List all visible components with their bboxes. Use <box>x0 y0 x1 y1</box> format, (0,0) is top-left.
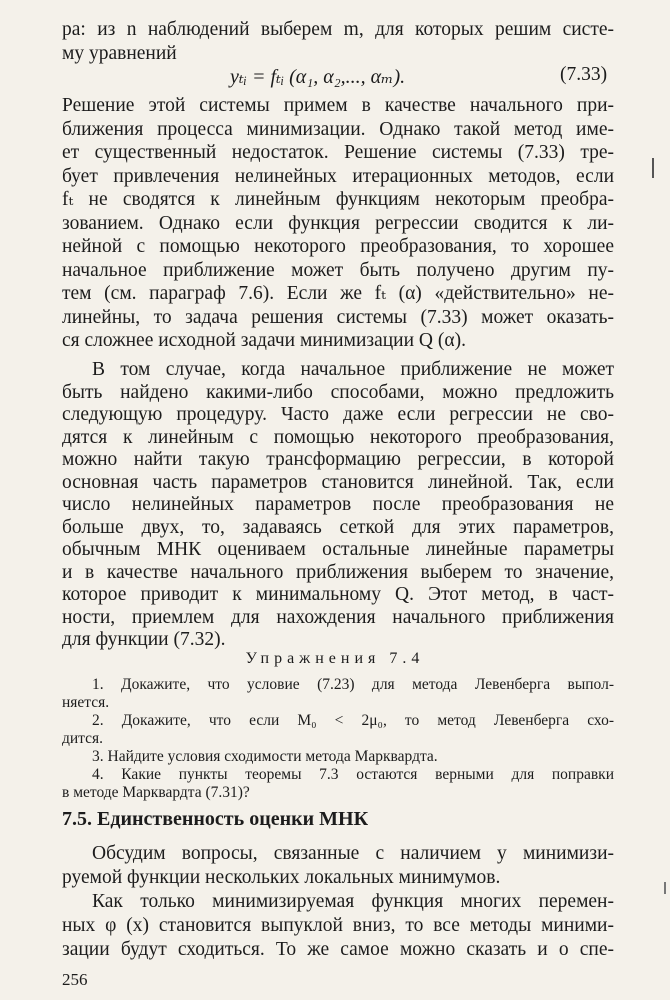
exercise-line: дится. <box>62 730 104 747</box>
text-line: руемой функции нескольких локальных минимумов. <box>62 867 501 888</box>
equation-number: (7.33) <box>560 64 608 85</box>
text-line: число нелинейных параметров после преобразования не <box>62 494 614 515</box>
text-line: которое приводит к минимальному Q. Этот метод, в част- <box>62 584 614 605</box>
text-line: дятся к линейным с помощью некоторого преобразования, <box>62 426 614 448</box>
text-line: Обсудим вопросы, связанные с наличием у минимизи- <box>92 843 614 864</box>
exercise-line: няется. <box>62 694 110 711</box>
text-line: бует привлечения нелинейных итерационных методов, если <box>62 165 614 187</box>
text-line: быть найдено какими-либо способами, можно предложить <box>62 381 614 403</box>
text-line: линейны, то задача решения системы (7.33) может оказать- <box>62 306 614 328</box>
text-line: ет существенный недостаток. Решение системы (7.33) тре- <box>62 142 614 163</box>
margin-mark <box>652 158 654 178</box>
exercises-heading: Упражнения 7.4 <box>245 650 425 667</box>
text-line: Как только минимизируемая функция многих перемен- <box>92 891 614 912</box>
text-line: и в качестве начального приближения выберем то значение, <box>62 561 614 583</box>
exercise-line: 1. Докажите, что условие (7.23) для метода Левенберга выпол- <box>92 676 614 693</box>
text-line: основная часть параметров становится линейной. Так, если <box>62 471 614 493</box>
exercise-line: 4. Какие пункты теоремы 7.3 остаются верными для поправки <box>92 766 614 783</box>
text-line: можно найти такую трансформацию регрессии, в которой <box>62 449 614 470</box>
page-number: 256 <box>62 970 88 989</box>
text-line: Решение этой системы примем в качестве начального при- <box>62 95 614 116</box>
text-line: зованием. Однако если функция регрессии сводится к ли- <box>62 212 614 234</box>
exercise-line: в методе Марквардта (7.31)? <box>62 784 250 801</box>
text-line: следующую процедуру. Часто даже если регрессии не сво- <box>62 404 614 425</box>
text-line: ра: из n наблюдений выберем m, для которых решим систе- <box>62 19 614 40</box>
equation-7-33: yₜᵢ = fₜᵢ (α₁, α₂,..., αₘ). <box>230 66 406 88</box>
exercise-line: 2. Докажите, что если M₀ < 2μ₀, то метод Левенберга схо- <box>92 712 614 729</box>
text-line: fₜ не сводятся к линейным функциям некоторым преобра- <box>62 189 614 210</box>
exercise-line: 3. Найдите условия сходимости метода Марквардта. <box>92 748 438 765</box>
text-line: больше двух, то, задаваясь сеткой для этих параметров, <box>62 516 614 538</box>
text-line: ности, приемлем для нахождения начального приближения <box>62 606 614 628</box>
text-line: му уравнений <box>62 43 177 64</box>
text-line: ся сложнее исходной задачи минимизации Q (α). <box>62 330 466 351</box>
margin-mark <box>664 882 666 894</box>
text-line: ближения процесса минимизации. Однако такой метод име- <box>62 118 614 140</box>
text-line: тем (см. параграф 7.6). Если же fₜ (α) «действительно» не- <box>62 283 614 304</box>
text-line: нейной с помощью некоторого преобразования, то хорошее <box>62 236 614 257</box>
text-line: для функции (7.32). <box>62 629 226 650</box>
text-line: зации будут сходиться. То же самое можно сказать и о спе- <box>62 939 614 960</box>
text-line: обычным МНК оцениваем остальные линейные параметры <box>62 539 614 560</box>
text-line: начальное приближение может быть получено другим пу- <box>62 259 614 281</box>
text-line: ных φ (x) становится выпуклой вниз, то все методы миними- <box>62 915 614 936</box>
text-line: В том случае, когда начальное приближение не может <box>92 359 614 380</box>
section-title: 7.5. Единственность оценки МНК <box>62 808 369 830</box>
